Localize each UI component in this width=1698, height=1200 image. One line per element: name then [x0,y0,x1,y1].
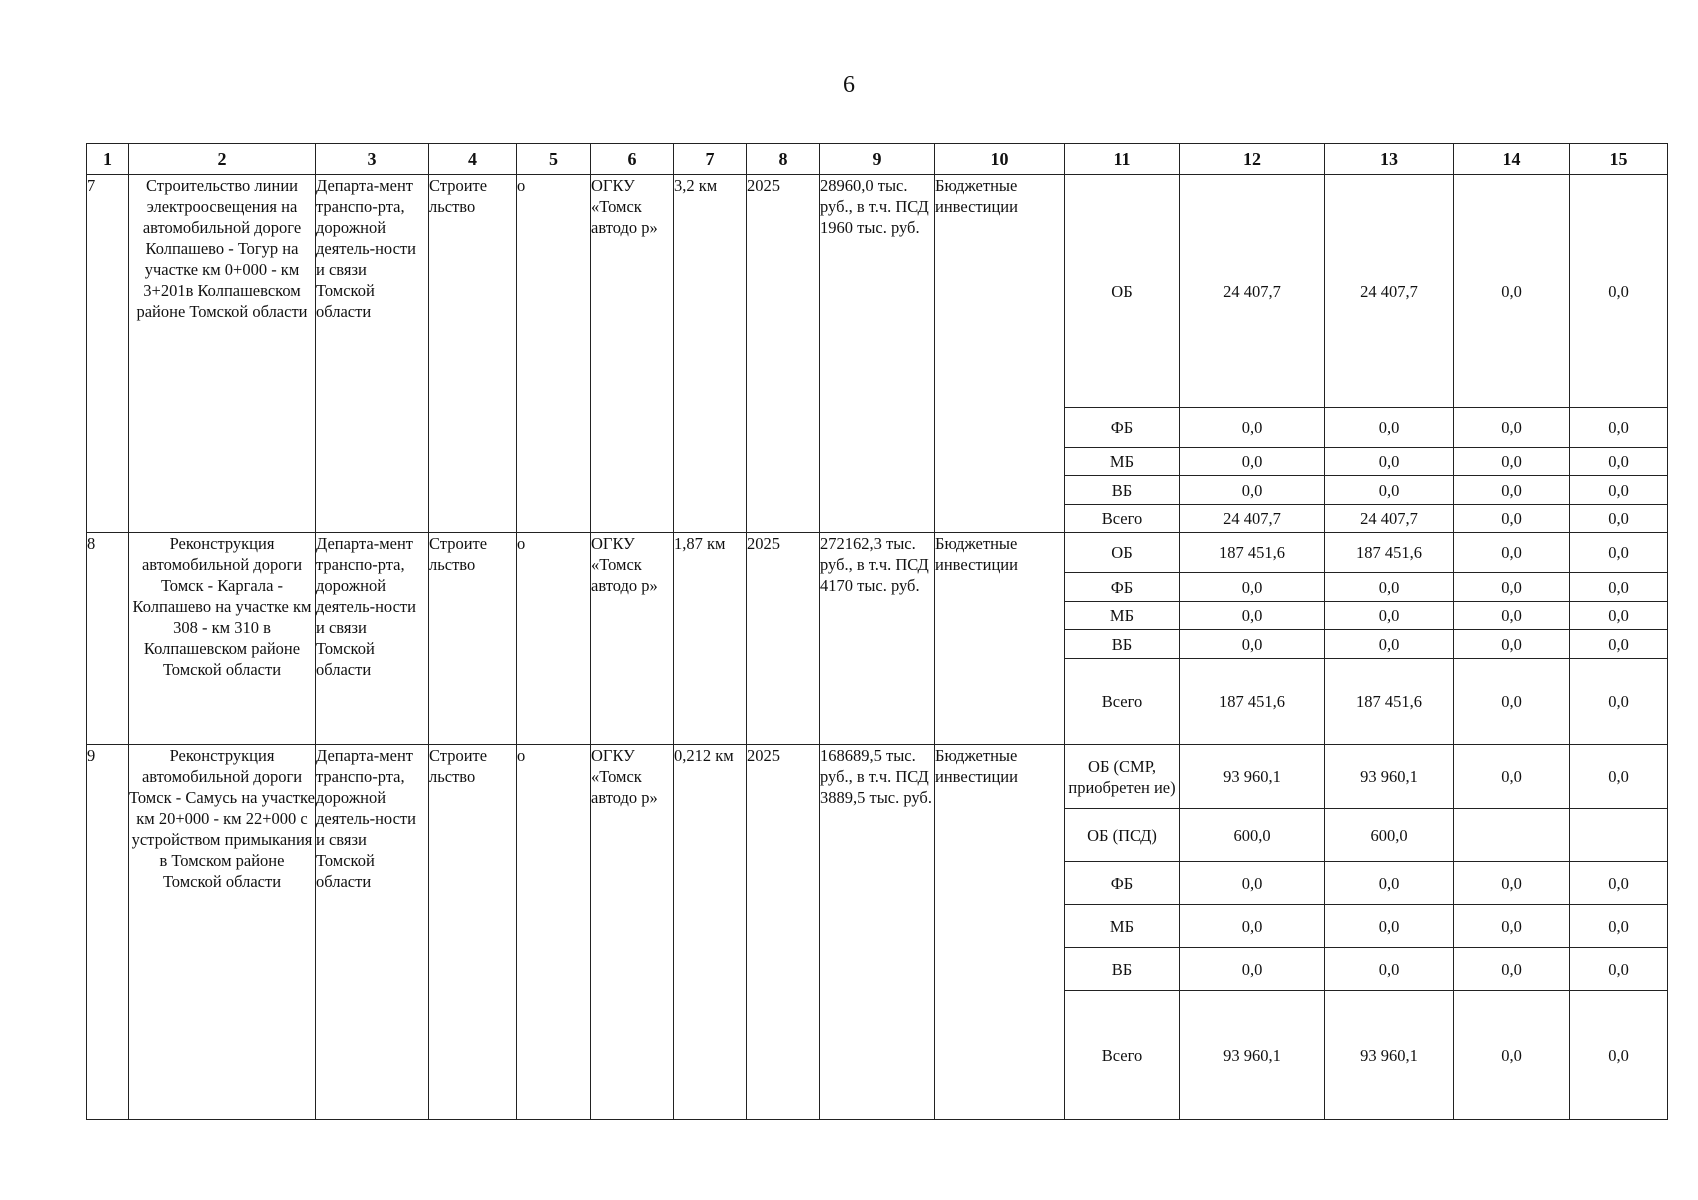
work-type: Строите льство [429,175,517,533]
column-header: 2 [129,144,316,175]
amount-15: 0,0 [1570,573,1668,602]
funding-source: ВБ [1065,948,1180,991]
funding-source: ФБ [1065,408,1180,448]
col-5-value: о [517,175,591,533]
amount-15: 0,0 [1570,745,1668,809]
amount-13: 24 407,7 [1325,175,1454,408]
amount-12: 24 407,7 [1180,505,1325,533]
funding-source: МБ [1065,448,1180,476]
amount-15: 0,0 [1570,505,1668,533]
funding-form: Бюджетные инвестиции [935,175,1065,533]
total-cost: 28960,0 тыс. руб., в т.ч. ПСД 1960 тыс. руб. [820,175,935,533]
amount-12: 187 451,6 [1180,533,1325,573]
department: Департа-мент транспо-рта, дорожной деятель-ности и связи Томской области [316,533,429,745]
amount-15: 0,0 [1570,948,1668,991]
column-header: 5 [517,144,591,175]
header-row [87,144,1668,175]
col-5-value: о [517,533,591,745]
amount-15: 0,0 [1570,905,1668,948]
column-header: 3 [316,144,429,175]
year: 2025 [747,175,820,533]
amount-14: 0,0 [1454,905,1570,948]
column-header: 9 [820,144,935,175]
year: 2025 [747,745,820,1120]
table-row [87,533,1668,573]
funding-form: Бюджетные инвестиции [935,745,1065,1120]
funding-source: ОБ [1065,533,1180,573]
amount-12: 93 960,1 [1180,745,1325,809]
column-header: 15 [1570,144,1668,175]
column-header: 11 [1065,144,1180,175]
amount-13: 187 451,6 [1325,533,1454,573]
row-number: 7 [87,175,129,533]
amount-15: 0,0 [1570,408,1668,448]
amount-15 [1570,809,1668,862]
amount-12: 0,0 [1180,573,1325,602]
amount-15: 0,0 [1570,476,1668,505]
amount-12: 0,0 [1180,630,1325,659]
work-type: Строите льство [429,533,517,745]
funding-source: ВБ [1065,476,1180,505]
amount-13: 0,0 [1325,448,1454,476]
amount-14: 0,0 [1454,630,1570,659]
col-5-value: о [517,745,591,1120]
table-row [87,745,1668,809]
amount-13: 0,0 [1325,602,1454,630]
column-header: 12 [1180,144,1325,175]
amount-12: 0,0 [1180,862,1325,905]
amount-12: 24 407,7 [1180,175,1325,408]
work-type: Строите льство [429,745,517,1120]
amount-12: 600,0 [1180,809,1325,862]
funding-source: ФБ [1065,862,1180,905]
funding-source: ВБ [1065,630,1180,659]
amount-12: 187 451,6 [1180,659,1325,745]
funding-form: Бюджетные инвестиции [935,533,1065,745]
amount-14: 0,0 [1454,948,1570,991]
amount-13: 0,0 [1325,408,1454,448]
column-header: 13 [1325,144,1454,175]
amount-15: 0,0 [1570,533,1668,573]
amount-12: 93 960,1 [1180,991,1325,1120]
funding-source: Всего [1065,991,1180,1120]
amount-13: 0,0 [1325,573,1454,602]
amount-15: 0,0 [1570,448,1668,476]
amount-14: 0,0 [1454,448,1570,476]
amount-14: 0,0 [1454,573,1570,602]
funding-source: Всего [1065,659,1180,745]
amount-12: 0,0 [1180,448,1325,476]
funding-source: МБ [1065,905,1180,948]
column-header: 1 [87,144,129,175]
amount-15: 0,0 [1570,659,1668,745]
project-name: Реконструкция автомобильной дороги Томск - Каргала - Колпашево на участке км 308 - км 310 в Колпашевском районе Томской области [129,533,316,745]
total-cost: 168689,5 тыс. руб., в т.ч. ПСД 3889,5 тыс. руб. [820,745,935,1120]
row-number: 9 [87,745,129,1120]
amount-13: 0,0 [1325,862,1454,905]
funding-source: МБ [1065,602,1180,630]
amount-14: 0,0 [1454,862,1570,905]
column-header: 6 [591,144,674,175]
customer: ОГКУ «Томск автодо р» [591,533,674,745]
amount-12: 0,0 [1180,476,1325,505]
amount-13: 93 960,1 [1325,745,1454,809]
amount-14: 0,0 [1454,533,1570,573]
amount-13: 0,0 [1325,476,1454,505]
amount-14 [1454,809,1570,862]
row-number: 8 [87,533,129,745]
funding-source: ОБ (ПСД) [1065,809,1180,862]
capacity: 3,2 км [674,175,747,533]
funding-source: Всего [1065,505,1180,533]
amount-13: 0,0 [1325,630,1454,659]
year: 2025 [747,533,820,745]
column-header: 14 [1454,144,1570,175]
customer: ОГКУ «Томск автодо р» [591,175,674,533]
column-header: 7 [674,144,747,175]
project-name: Строительство линии электроосвещения на автомобильной дороге Колпашево - Тогур на участке км 0+000 - км 3+201в Колпашевском районе Томской области [129,175,316,533]
amount-14: 0,0 [1454,602,1570,630]
funding-source: ФБ [1065,573,1180,602]
total-cost: 272162,3 тыс. руб., в т.ч. ПСД 4170 тыс. руб. [820,533,935,745]
amount-14: 0,0 [1454,175,1570,408]
department: Департа-мент транспо-рта, дорожной деятель-ности и связи Томской области [316,745,429,1120]
amount-13: 93 960,1 [1325,991,1454,1120]
amount-14: 0,0 [1454,505,1570,533]
table-row [87,175,1668,408]
amount-15: 0,0 [1570,175,1668,408]
capacity: 0,212 км [674,745,747,1120]
funding-source: ОБ (СМР, приобретен ие) [1065,745,1180,809]
amount-13: 187 451,6 [1325,659,1454,745]
amount-12: 0,0 [1180,948,1325,991]
amount-15: 0,0 [1570,630,1668,659]
capacity: 1,87 км [674,533,747,745]
department: Департа-мент транспо-рта, дорожной деятель-ности и связи Томской области [316,175,429,533]
amount-13: 24 407,7 [1325,505,1454,533]
amount-15: 0,0 [1570,602,1668,630]
amount-12: 0,0 [1180,602,1325,630]
amount-14: 0,0 [1454,408,1570,448]
column-header: 8 [747,144,820,175]
amount-12: 0,0 [1180,905,1325,948]
amount-14: 0,0 [1454,991,1570,1120]
amount-14: 0,0 [1454,476,1570,505]
amount-14: 0,0 [1454,745,1570,809]
amount-13: 0,0 [1325,905,1454,948]
project-name: Реконструкция автомобильной дороги Томск - Самусь на участке км 20+000 - км 22+000 с устройством примыкания в Томском районе Томской области [129,745,316,1120]
amount-12: 0,0 [1180,408,1325,448]
column-header: 4 [429,144,517,175]
page-number: 6 [843,72,855,98]
amount-13: 0,0 [1325,948,1454,991]
amount-15: 0,0 [1570,991,1668,1120]
amount-14: 0,0 [1454,659,1570,745]
funding-source: ОБ [1065,175,1180,408]
investment-table [86,143,1668,1120]
column-header: 10 [935,144,1065,175]
customer: ОГКУ «Томск автодо р» [591,745,674,1120]
amount-13: 600,0 [1325,809,1454,862]
amount-15: 0,0 [1570,862,1668,905]
